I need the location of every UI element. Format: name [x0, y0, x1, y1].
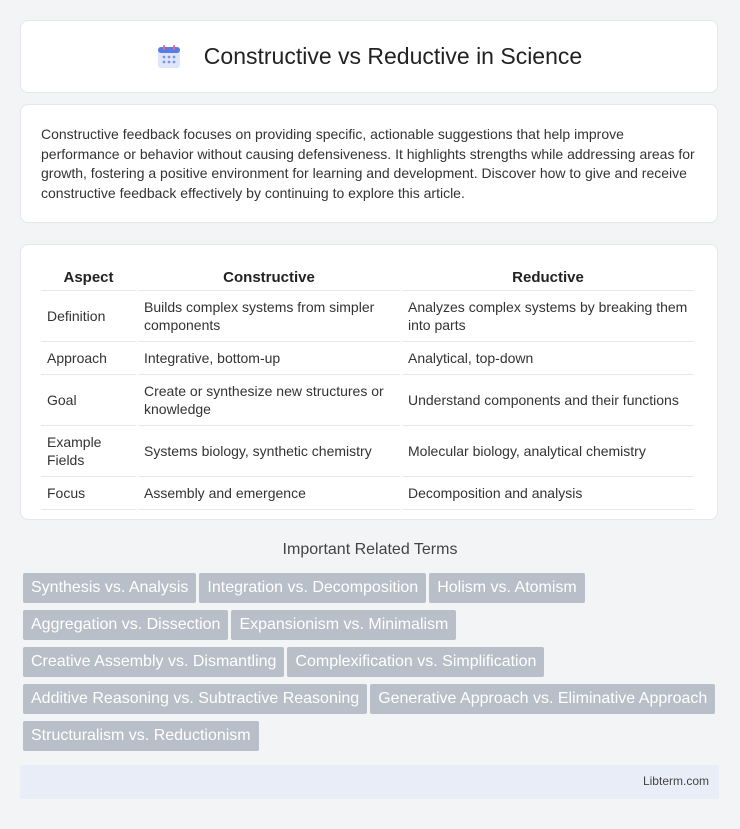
related-term-tag[interactable]: Integration vs. Decomposition [199, 573, 426, 603]
cell-reductive: Decomposition and analysis [402, 477, 694, 510]
cell-aspect: Focus [41, 477, 136, 510]
page-title: Constructive vs Reductive in Science [203, 43, 583, 69]
cell-constructive: Systems biology, synthetic chemistry [138, 426, 400, 477]
related-term-tag[interactable]: Additive Reasoning vs. Subtractive Reasoning [23, 684, 367, 714]
cell-reductive: Analytical, top-down [402, 342, 694, 375]
header-constructive: Constructive [138, 265, 400, 291]
cell-constructive: Builds complex systems from simpler components [138, 291, 400, 342]
cell-aspect: Approach [41, 342, 136, 375]
cell-reductive: Molecular biology, analytical chemistry [402, 426, 694, 477]
cell-reductive: Understand components and their functions [402, 375, 694, 426]
related-term-tag[interactable]: Structuralism vs. Reductionism [23, 721, 259, 751]
table-row [41, 291, 694, 342]
cell-aspect: Example Fields [41, 426, 136, 477]
calendar-icon [156, 44, 182, 70]
related-term-tag[interactable]: Complexification vs. Simplification [287, 647, 544, 677]
table-row [41, 426, 694, 477]
related-term-tag[interactable]: Holism vs. Atomism [429, 573, 585, 603]
comparison-table [39, 265, 696, 510]
related-term-tag[interactable]: Aggregation vs. Dissection [23, 610, 228, 640]
related-term-tag[interactable]: Synthesis vs. Analysis [23, 573, 196, 603]
intro-paragraph: Constructive feedback focuses on providing specific, actionable suggestions that help improve performance or behavior without causing defensiveness. It highlights strengths while addressing areas for growth, fostering a positive environment for learning and development. Discover how to give and receive constructive feedback effectively by continuing to explore this article. [41, 126, 695, 201]
table-row [41, 342, 694, 375]
cell-constructive: Create or synthesize new structures or knowledge [138, 375, 400, 426]
comparison-card [20, 244, 718, 520]
header-reductive: Reductive [402, 265, 694, 291]
related-term-tag[interactable]: Generative Approach vs. Eliminative Approach [370, 684, 715, 714]
related-term-tag[interactable]: Expansionism vs. Minimalism [231, 610, 456, 640]
table-header-row [41, 265, 694, 291]
footer-bar [20, 765, 719, 799]
related-terms-heading: Important Related Terms [282, 541, 458, 558]
table-row [41, 477, 694, 510]
cell-constructive: Assembly and emergence [138, 477, 400, 510]
related-terms-list [23, 573, 723, 758]
intro-card [20, 104, 718, 223]
cell-constructive: Integrative, bottom-up [138, 342, 400, 375]
footer-brand-link[interactable]: Libterm.com [642, 774, 709, 788]
cell-aspect: Goal [41, 375, 136, 426]
related-term-tag[interactable]: Creative Assembly vs. Dismantling [23, 647, 284, 677]
cell-aspect: Definition [41, 291, 136, 342]
cell-reductive: Analyzes complex systems by breaking them into parts [402, 291, 694, 342]
header-aspect: Aspect [41, 265, 136, 291]
table-row [41, 375, 694, 426]
title-card [20, 20, 718, 93]
